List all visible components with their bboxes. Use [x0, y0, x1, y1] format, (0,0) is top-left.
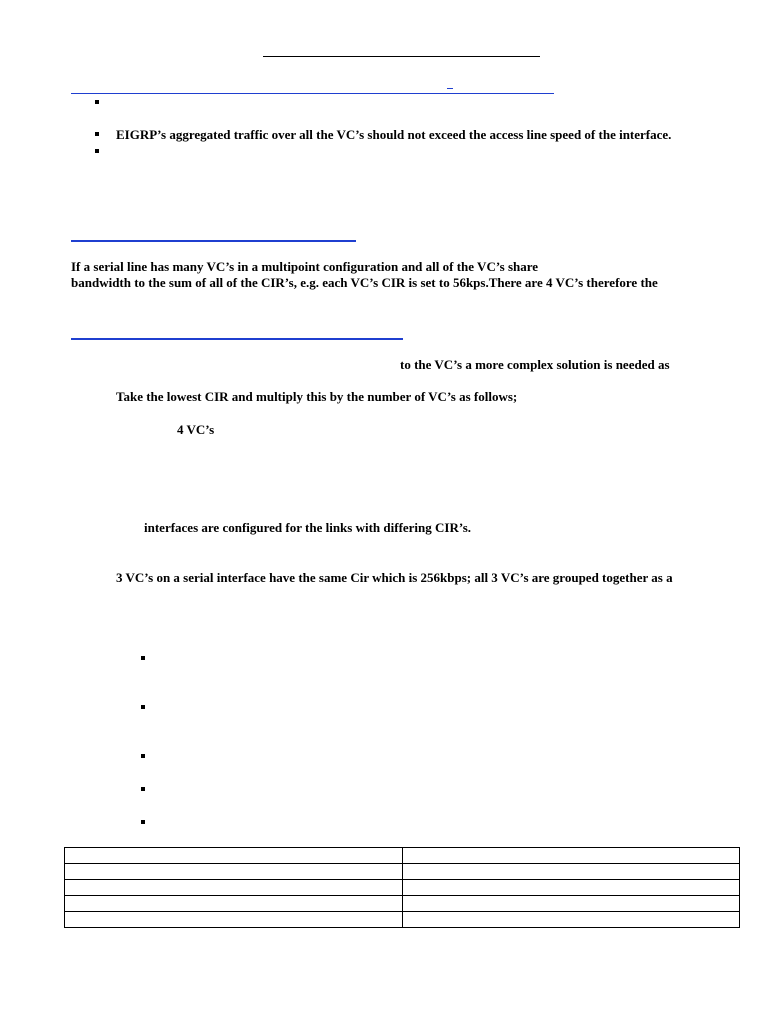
table-cell [65, 912, 403, 928]
section-link-underline[interactable] [71, 93, 554, 94]
section-heading-underline-1[interactable] [71, 240, 356, 242]
title-underline [263, 56, 540, 57]
instruction-text: Take the lowest CIR and multiply this by the number of VC’s as follows; [116, 389, 518, 404]
table-cell [402, 864, 740, 880]
section-heading-underline-2[interactable] [71, 338, 403, 340]
table-row [65, 864, 740, 880]
paragraph-1-line-2: bandwidth to the sum of all of the CIR’s, e.g. each VC’s CIR is set to 56kps.There are 4 VC’s therefore the [71, 275, 658, 290]
data-table [64, 847, 740, 928]
sub-bullet-marker [141, 787, 145, 791]
sub-bullet-marker [141, 656, 145, 660]
table-cell [402, 880, 740, 896]
table-cell [65, 848, 403, 864]
sub-bullet-marker [141, 705, 145, 709]
paragraph-1-line-1: If a serial line has many VC’s in a multipoint configuration and all of the VC’s share [71, 259, 539, 274]
table-row [65, 912, 740, 928]
example-text: 3 VC’s on a serial interface have the same Cir which is 256kbps; all 3 VC’s are grouped together as a [116, 570, 673, 585]
table-row [65, 880, 740, 896]
link-dash-mark [447, 88, 453, 89]
table-cell [65, 880, 403, 896]
sub-bullet-marker [141, 754, 145, 758]
bullet-marker [95, 100, 99, 104]
bullet-marker [95, 149, 99, 153]
table-cell [402, 848, 740, 864]
bullet-text-2: EIGRP’s aggregated traffic over all the VC’s should not exceed the access line speed of the interface. [116, 127, 672, 142]
table-cell [402, 912, 740, 928]
table-cell [402, 896, 740, 912]
calculation-text: 4 VC’s [177, 422, 215, 437]
table-row [65, 896, 740, 912]
bullet-marker [95, 132, 99, 136]
table-cell [65, 864, 403, 880]
table-cell [65, 896, 403, 912]
paragraph-2: to the VC’s a more complex solution is needed as [400, 357, 670, 372]
interfaces-note: interfaces are configured for the links with differing CIR’s. [144, 520, 472, 535]
table-row [65, 848, 740, 864]
sub-bullet-marker [141, 820, 145, 824]
